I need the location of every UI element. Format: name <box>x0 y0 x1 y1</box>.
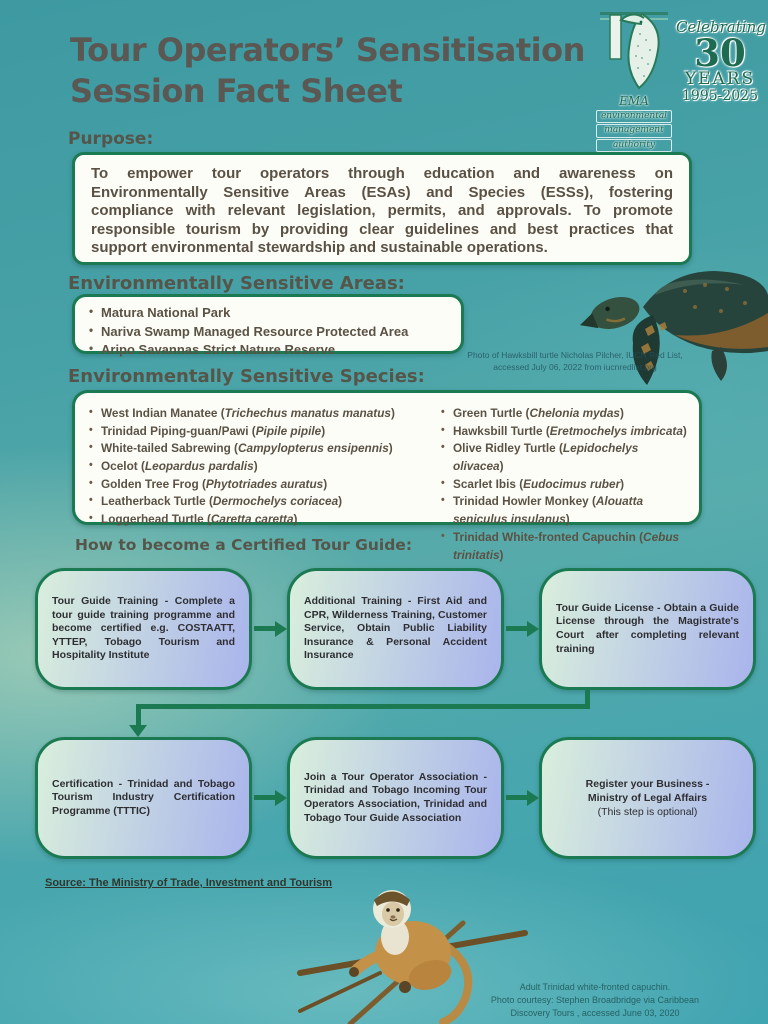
species-heading: Environmentally Sensitive Species: <box>68 366 425 387</box>
arrow-down-icon <box>129 725 147 737</box>
arrow-right-icon <box>254 795 276 800</box>
flow-step-5 <box>287 737 504 859</box>
species-item: • Green Turtle (Chelonia mydas) <box>453 405 691 423</box>
thirty-number: 30 <box>694 31 746 75</box>
flow-step-6-line2: Ministry of Legal Affairs <box>587 791 708 804</box>
species-item: • White-tailed Sabrewing (Campylopterus ensipennis) <box>101 440 431 458</box>
area-item: • Aripo Savannas Strict Nature Reserve <box>101 341 451 360</box>
year-range: 1995-2025 <box>682 87 758 104</box>
species-list-right <box>431 405 691 562</box>
species-item: • Loggerhead Turtle (Caretta caretta) <box>101 511 431 529</box>
hawksbill-turtle-image <box>575 255 768 395</box>
celebrating-text: Celebrating <box>676 18 766 36</box>
species-item: • West Indian Manatee (Trichechus manatus manatus) <box>101 405 431 423</box>
ema-word-authority: authority <box>596 139 672 152</box>
page-title-line2: Session Fact Sheet <box>70 71 403 110</box>
areas-list <box>79 304 451 360</box>
source-link[interactable]: Source: The Ministry of Trade, Investment and Tourism <box>45 877 333 889</box>
monkey-photo-caption <box>430 981 760 1020</box>
flow-step-6-line1: Register your Business - <box>585 777 710 790</box>
flow-step-1 <box>35 568 252 690</box>
species-list-left <box>79 405 431 527</box>
monkey-caption-line1: Adult Trinidad white-fronted capuchin. <box>519 982 671 992</box>
arrow-right-icon <box>506 795 528 800</box>
areas-heading: Environmentally Sensitive Areas: <box>68 273 405 294</box>
species-item: • Scarlet Ibis (Eudocimus ruber) <box>453 476 691 494</box>
species-item: • Golden Tree Frog (Phytotriades auratus) <box>101 476 431 494</box>
page-title <box>70 30 610 112</box>
species-item: • Ocelot (Leopardus pardalis) <box>101 458 431 476</box>
area-item: • Nariva Swamp Managed Resource Protected Area <box>101 323 451 342</box>
flow-step-4 <box>35 737 252 859</box>
page-title-line1: Tour Operators’ Sensitisation <box>70 31 585 69</box>
flow-step-6-text <box>556 777 739 820</box>
species-item: • Trinidad White-fronted Capuchin (Cebus trinitatis) <box>453 529 691 564</box>
purpose-heading: Purpose: <box>68 129 154 149</box>
flow-step-2 <box>287 568 504 690</box>
species-item: • Trinidad Howler Monkey (Alouatta seniculus insulanus) <box>453 493 691 528</box>
ema-logo-wordmark <box>594 94 674 152</box>
ema-word: EMA <box>619 94 649 108</box>
monkey-caption-line3: Discovery Tours , accessed June 03, 2020 <box>510 1008 680 1019</box>
species-item: • Leatherback Turtle (Dermochelys coriacea) <box>101 493 431 511</box>
monkey-caption-line2: Photo courtesy: Stephen Broadbridge via Caribbean <box>490 995 700 1006</box>
flow-connector-segment <box>136 704 590 709</box>
turtle-photo-caption <box>425 349 725 374</box>
ema-logo <box>594 6 764 153</box>
ema-word-management: management <box>596 124 672 137</box>
turtle-caption-line2: accessed July 06, 2022 from iucnredlist.org <box>493 362 657 373</box>
flow-step-5-text: Join a Tour Operator Association - Trinidad and Tobago Incoming Tour Operators Association, Trinidad and Tobago Tour Guide Association <box>304 770 487 824</box>
species-item: • Olive Ridley Turtle (Lepidochelys olivacea) <box>453 440 691 475</box>
flow-step-6 <box>539 737 756 859</box>
years-text: YEARS <box>684 69 756 90</box>
turtle-caption-line1: Photo of Hawksbill turtle Nicholas Pilcher, IUCN Red List, <box>467 350 683 360</box>
species-item: • Trinidad Piping-guan/Pawi (Pipile pipile) <box>101 423 431 441</box>
arrow-right-icon <box>506 626 528 631</box>
ema-bird-icon <box>594 6 674 92</box>
flow-connector-segment <box>136 704 141 727</box>
purpose-box <box>72 152 692 265</box>
area-item: • Matura National Park <box>101 304 451 323</box>
arrow-right-icon <box>254 626 276 631</box>
flow-step-2-text: Additional Training - First Aid and CPR, Wilderness Training, Customer Service, Obtain Public Liability Insurance & Personal Accident Insurance <box>304 594 487 662</box>
species-item: • Hawksbill Turtle (Eretmochelys imbricata) <box>453 423 691 441</box>
flow-step-1-text: Tour Guide Training - Complete a tour guide training programme and become certified e.g. COSTAATT, YTTEP, Tobago Tourism and Hospitality Institute <box>52 594 235 662</box>
flow-step-6-note: (This step is optional) <box>597 806 698 819</box>
ema-word-environmental: environmental <box>596 110 672 123</box>
flow-step-3 <box>539 568 756 690</box>
purpose-body: To empower tour operators through education and awareness on Environmentally Sensitive Areas (ESAs) and Species (ESSs), fostering compliance with relevant legislation, permits, and approvals. To promote responsible tourism by providing clear guidelines and best practices that support environmental stewardship and sustainable operations. <box>91 165 673 257</box>
flow-step-4-text: Certification - Trinidad and Tobago Tourism Industry Certification Programme (TTTIC) <box>52 777 235 817</box>
ema-logo-left <box>594 6 674 153</box>
areas-box <box>72 294 464 358</box>
guide-heading: How to become a Certified Tour Guide: <box>75 536 413 554</box>
flow-step-3-text: Tour Guide License - Obtain a Guide License through the Magistrate's Court after completing relevant training <box>556 601 739 655</box>
anniversary-badge <box>676 6 764 153</box>
